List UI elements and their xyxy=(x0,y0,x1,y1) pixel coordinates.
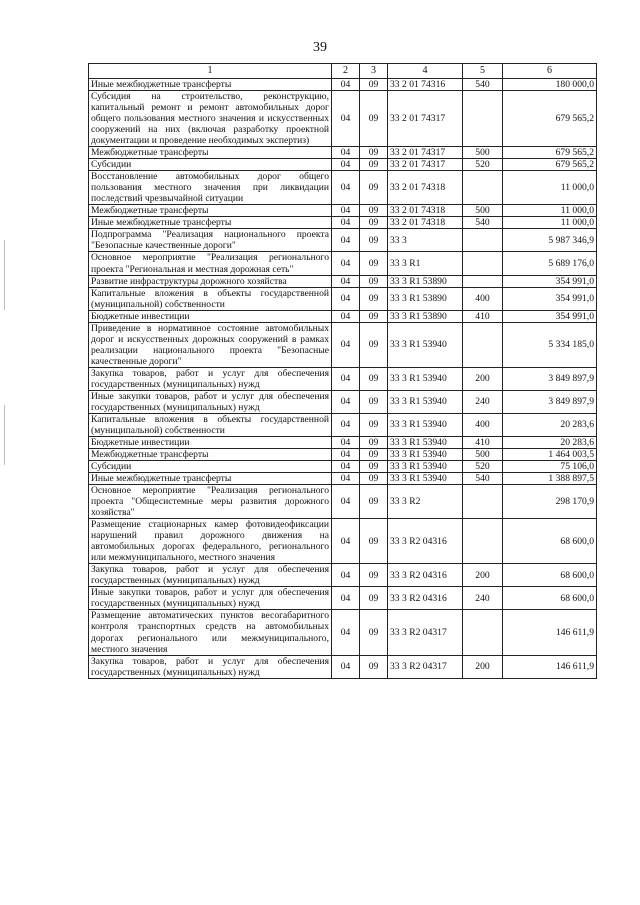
table-header xyxy=(89,64,597,79)
table-row xyxy=(89,252,597,275)
cell-target-article: 33 3 R2 04317 xyxy=(388,655,463,678)
cell-amount: 354 991,0 xyxy=(503,310,597,322)
table-row xyxy=(89,287,597,310)
table-row xyxy=(89,91,597,147)
table-row xyxy=(89,147,597,159)
cell-target-article: 33 3 R1 53940 xyxy=(388,367,463,390)
cell-name: Иные закупки товаров, работ и услуг для обеспечения государственных (муниципальных) нужд xyxy=(89,587,332,610)
cell-name: Субсидии xyxy=(89,461,332,473)
cell-target-article: 33 3 xyxy=(388,229,463,252)
cell-name: Закупка товаров, работ и услуг для обеспечения государственных (муниципальных) нужд xyxy=(89,655,332,678)
table-row xyxy=(89,310,597,322)
cell-section: 04 xyxy=(332,287,360,310)
cell-amount: 679 565,2 xyxy=(503,159,597,171)
cell-expense-type: 200 xyxy=(463,367,503,390)
table-row xyxy=(89,217,597,229)
cell-amount: 68 600,0 xyxy=(503,587,597,610)
cell-subsection: 09 xyxy=(360,275,388,287)
cell-name: Иные межбюджетные трансферты xyxy=(89,79,332,91)
cell-name: Развитие инфраструктуры дорожного хозяйства xyxy=(89,275,332,287)
cell-subsection: 09 xyxy=(360,147,388,159)
cell-subsection: 09 xyxy=(360,229,388,252)
cell-amount: 5 987 346,9 xyxy=(503,229,597,252)
cell-name: Восстановление автомобильных дорог общего пользования местного значения при ликвидации последствий чрезвычайной ситуации xyxy=(89,171,332,205)
cell-amount: 354 991,0 xyxy=(503,275,597,287)
table-row xyxy=(89,655,597,678)
table-row xyxy=(89,413,597,436)
header-row xyxy=(89,64,597,79)
header-cell-csr: 4 xyxy=(388,64,463,79)
cell-name: Иные межбюджетные трансферты xyxy=(89,473,332,485)
cell-name: Размещение автоматических пунктов весогабаритного контроля транспортных средств на автомобильных дорогах регионального или межмуниципального, местного значения xyxy=(89,610,332,655)
cell-subsection: 09 xyxy=(360,473,388,485)
cell-amount: 146 611,9 xyxy=(503,610,597,655)
cell-subsection: 09 xyxy=(360,587,388,610)
cell-expense-type: 410 xyxy=(463,310,503,322)
cell-target-article: 33 3 R1 53940 xyxy=(388,461,463,473)
cell-section: 04 xyxy=(332,275,360,287)
cell-amount: 20 283,6 xyxy=(503,413,597,436)
cell-subsection: 09 xyxy=(360,171,388,205)
table-row xyxy=(89,367,597,390)
cell-target-article: 33 2 01 74317 xyxy=(388,147,463,159)
table-row xyxy=(89,449,597,461)
cell-section: 04 xyxy=(332,147,360,159)
cell-subsection: 09 xyxy=(360,159,388,171)
table-row xyxy=(89,587,597,610)
cell-section: 04 xyxy=(332,436,360,448)
cell-target-article: 33 2 01 74316 xyxy=(388,79,463,91)
cell-name: Основное мероприятие "Реализация регионального проекта "Региональная и местная дорожная сеть" xyxy=(89,252,332,275)
cell-expense-type: 500 xyxy=(463,449,503,461)
cell-expense-type: 520 xyxy=(463,461,503,473)
header-cell-rz: 2 xyxy=(332,64,360,79)
cell-target-article: 33 2 01 74318 xyxy=(388,217,463,229)
cell-target-article: 33 3 R1 53940 xyxy=(388,436,463,448)
cell-subsection: 09 xyxy=(360,91,388,147)
table-row xyxy=(89,171,597,205)
cell-section: 04 xyxy=(332,159,360,171)
cell-expense-type: 500 xyxy=(463,205,503,217)
table-row xyxy=(89,519,597,564)
cell-section: 04 xyxy=(332,229,360,252)
cell-name: Бюджетные инвестиции xyxy=(89,310,332,322)
cell-target-article: 33 3 R2 04316 xyxy=(388,587,463,610)
cell-subsection: 09 xyxy=(360,390,388,413)
cell-subsection: 09 xyxy=(360,449,388,461)
cell-target-article: 33 3 R1 53940 xyxy=(388,413,463,436)
table-row xyxy=(89,436,597,448)
cell-subsection: 09 xyxy=(360,310,388,322)
cell-name: Капитальные вложения в объекты государственной (муниципальной) собственности xyxy=(89,413,332,436)
cell-subsection: 09 xyxy=(360,79,388,91)
cell-section: 04 xyxy=(332,413,360,436)
cell-target-article: 33 3 R1 53940 xyxy=(388,390,463,413)
table-row xyxy=(89,610,597,655)
cell-section: 04 xyxy=(332,519,360,564)
cell-amount: 180 000,0 xyxy=(503,79,597,91)
cell-amount: 679 565,2 xyxy=(503,147,597,159)
cell-amount: 146 611,9 xyxy=(503,655,597,678)
cell-amount: 20 283,6 xyxy=(503,436,597,448)
cell-target-article: 33 2 01 74317 xyxy=(388,91,463,147)
cell-section: 04 xyxy=(332,564,360,587)
cell-name: Приведение в нормативное состояние автомобильных дорог и искусственных дорожных сооружений в рамках реализации национального проекта "Безопасные качественные дороги" xyxy=(89,322,332,367)
cell-name: Основное мероприятие "Реализация регионального проекта "Общесистемные меры развития дорожного хозяйства" xyxy=(89,485,332,519)
cell-subsection: 09 xyxy=(360,655,388,678)
cell-expense-type: 200 xyxy=(463,564,503,587)
cell-section: 04 xyxy=(332,252,360,275)
cell-expense-type xyxy=(463,252,503,275)
cell-expense-type: 540 xyxy=(463,473,503,485)
header-cell-pr: 3 xyxy=(360,64,388,79)
cell-amount: 11 000,0 xyxy=(503,171,597,205)
cell-section: 04 xyxy=(332,587,360,610)
cell-subsection: 09 xyxy=(360,413,388,436)
cell-subsection: 09 xyxy=(360,461,388,473)
cell-target-article: 33 3 R1 53890 xyxy=(388,310,463,322)
cell-amount: 5 334 185,0 xyxy=(503,322,597,367)
header-cell-vr: 5 xyxy=(463,64,503,79)
cell-target-article: 33 3 R1 53890 xyxy=(388,275,463,287)
cell-name: Межбюджетные трансферты xyxy=(89,205,332,217)
cell-amount: 354 991,0 xyxy=(503,287,597,310)
cell-expense-type: 410 xyxy=(463,436,503,448)
cell-section: 04 xyxy=(332,367,360,390)
cell-name: Субсидия на строительство, реконструкцию, капитальный ремонт и ремонт автомобильных дорог общего пользования местного значения и искусственных сооружений на них (включая разработку проектной документации и проведение необходимых экспертиз) xyxy=(89,91,332,147)
cell-target-article: 33 2 01 74317 xyxy=(388,159,463,171)
cell-target-article: 33 2 01 74318 xyxy=(388,171,463,205)
cell-target-article: 33 3 R1 53940 xyxy=(388,473,463,485)
cell-amount: 1 464 003,5 xyxy=(503,449,597,461)
cell-subsection: 09 xyxy=(360,322,388,367)
cell-subsection: 09 xyxy=(360,485,388,519)
cell-target-article: 33 2 01 74318 xyxy=(388,205,463,217)
cell-target-article: 33 3 R2 04316 xyxy=(388,519,463,564)
cell-subsection: 09 xyxy=(360,610,388,655)
cell-section: 04 xyxy=(332,461,360,473)
cell-expense-type: 240 xyxy=(463,390,503,413)
cell-amount: 11 000,0 xyxy=(503,205,597,217)
cell-expense-type: 240 xyxy=(463,587,503,610)
table-row xyxy=(89,390,597,413)
cell-subsection: 09 xyxy=(360,287,388,310)
cell-amount: 68 600,0 xyxy=(503,519,597,564)
table-row xyxy=(89,322,597,367)
header-cell-sum: 6 xyxy=(503,64,597,79)
cell-amount: 5 689 176,0 xyxy=(503,252,597,275)
cell-name: Межбюджетные трансферты xyxy=(89,449,332,461)
cell-expense-type: 400 xyxy=(463,287,503,310)
cell-subsection: 09 xyxy=(360,205,388,217)
table-row xyxy=(89,205,597,217)
cell-section: 04 xyxy=(332,79,360,91)
cell-target-article: 33 3 R2 04316 xyxy=(388,564,463,587)
cell-name: Закупка товаров, работ и услуг для обеспечения государственных (муниципальных) нужд xyxy=(89,564,332,587)
cell-name: Иные межбюджетные трансферты xyxy=(89,217,332,229)
cell-expense-type xyxy=(463,610,503,655)
cell-target-article: 33 3 R2 04317 xyxy=(388,610,463,655)
cell-section: 04 xyxy=(332,322,360,367)
cell-name: Закупка товаров, работ и услуг для обеспечения государственных (муниципальных) нужд xyxy=(89,367,332,390)
cell-section: 04 xyxy=(332,91,360,147)
cell-subsection: 09 xyxy=(360,519,388,564)
cell-amount: 11 000,0 xyxy=(503,217,597,229)
cell-expense-type: 540 xyxy=(463,79,503,91)
cell-section: 04 xyxy=(332,655,360,678)
cell-expense-type xyxy=(463,171,503,205)
cell-expense-type xyxy=(463,322,503,367)
cell-section: 04 xyxy=(332,390,360,413)
cell-subsection: 09 xyxy=(360,252,388,275)
cell-subsection: 09 xyxy=(360,367,388,390)
cell-target-article: 33 3 R1 53890 xyxy=(388,287,463,310)
cell-name: Размещение стационарных камер фотовидеофиксации нарушений правил дорожного движения на автомобильных дорогах федерального, регионального или межмуниципального, местного значения xyxy=(89,519,332,564)
table-row xyxy=(89,473,597,485)
table-row xyxy=(89,159,597,171)
cell-target-article: 33 3 R1 53940 xyxy=(388,449,463,461)
cell-expense-type: 520 xyxy=(463,159,503,171)
cell-name: Капитальные вложения в объекты государственной (муниципальной) собственности xyxy=(89,287,332,310)
cell-section: 04 xyxy=(332,473,360,485)
cell-expense-type xyxy=(463,91,503,147)
table-row xyxy=(89,229,597,252)
cell-target-article: 33 3 R1 53940 xyxy=(388,322,463,367)
table-row xyxy=(89,564,597,587)
cell-target-article: 33 3 R1 xyxy=(388,252,463,275)
cell-expense-type xyxy=(463,485,503,519)
table-row xyxy=(89,485,597,519)
page-number: 39 xyxy=(313,40,327,55)
cell-amount: 3 849 897,9 xyxy=(503,390,597,413)
cell-section: 04 xyxy=(332,217,360,229)
cell-expense-type xyxy=(463,519,503,564)
cell-section: 04 xyxy=(332,205,360,217)
cell-expense-type xyxy=(463,275,503,287)
cell-expense-type xyxy=(463,229,503,252)
cell-expense-type: 200 xyxy=(463,655,503,678)
cell-expense-type: 500 xyxy=(463,147,503,159)
cell-subsection: 09 xyxy=(360,436,388,448)
cell-expense-type: 540 xyxy=(463,217,503,229)
cell-section: 04 xyxy=(332,485,360,519)
cell-amount: 679 565,2 xyxy=(503,91,597,147)
cell-subsection: 09 xyxy=(360,217,388,229)
cell-name: Иные закупки товаров, работ и услуг для обеспечения государственных (муниципальных) нужд xyxy=(89,390,332,413)
table-row xyxy=(89,79,597,91)
cell-amount: 68 600,0 xyxy=(503,564,597,587)
cell-section: 04 xyxy=(332,449,360,461)
cell-amount: 75 106,0 xyxy=(503,461,597,473)
cell-target-article: 33 3 R2 xyxy=(388,485,463,519)
cell-amount: 1 388 897,5 xyxy=(503,473,597,485)
scan-edge-mark xyxy=(4,405,5,465)
cell-amount: 3 849 897,9 xyxy=(503,367,597,390)
cell-section: 04 xyxy=(332,310,360,322)
cell-amount: 298 170,9 xyxy=(503,485,597,519)
budget-table xyxy=(88,63,597,679)
scan-edge-mark xyxy=(4,240,5,310)
table-row xyxy=(89,275,597,287)
cell-subsection: 09 xyxy=(360,564,388,587)
table-row xyxy=(89,461,597,473)
cell-expense-type: 400 xyxy=(463,413,503,436)
cell-name: Межбюджетные трансферты xyxy=(89,147,332,159)
cell-section: 04 xyxy=(332,610,360,655)
header-cell-name: 1 xyxy=(89,64,332,79)
cell-name: Субсидии xyxy=(89,159,332,171)
cell-section: 04 xyxy=(332,171,360,205)
cell-name: Бюджетные инвестиции xyxy=(89,436,332,448)
cell-name: Подпрограмма "Реализация национального проекта "Безопасные качественные дороги" xyxy=(89,229,332,252)
table-body xyxy=(89,79,597,679)
